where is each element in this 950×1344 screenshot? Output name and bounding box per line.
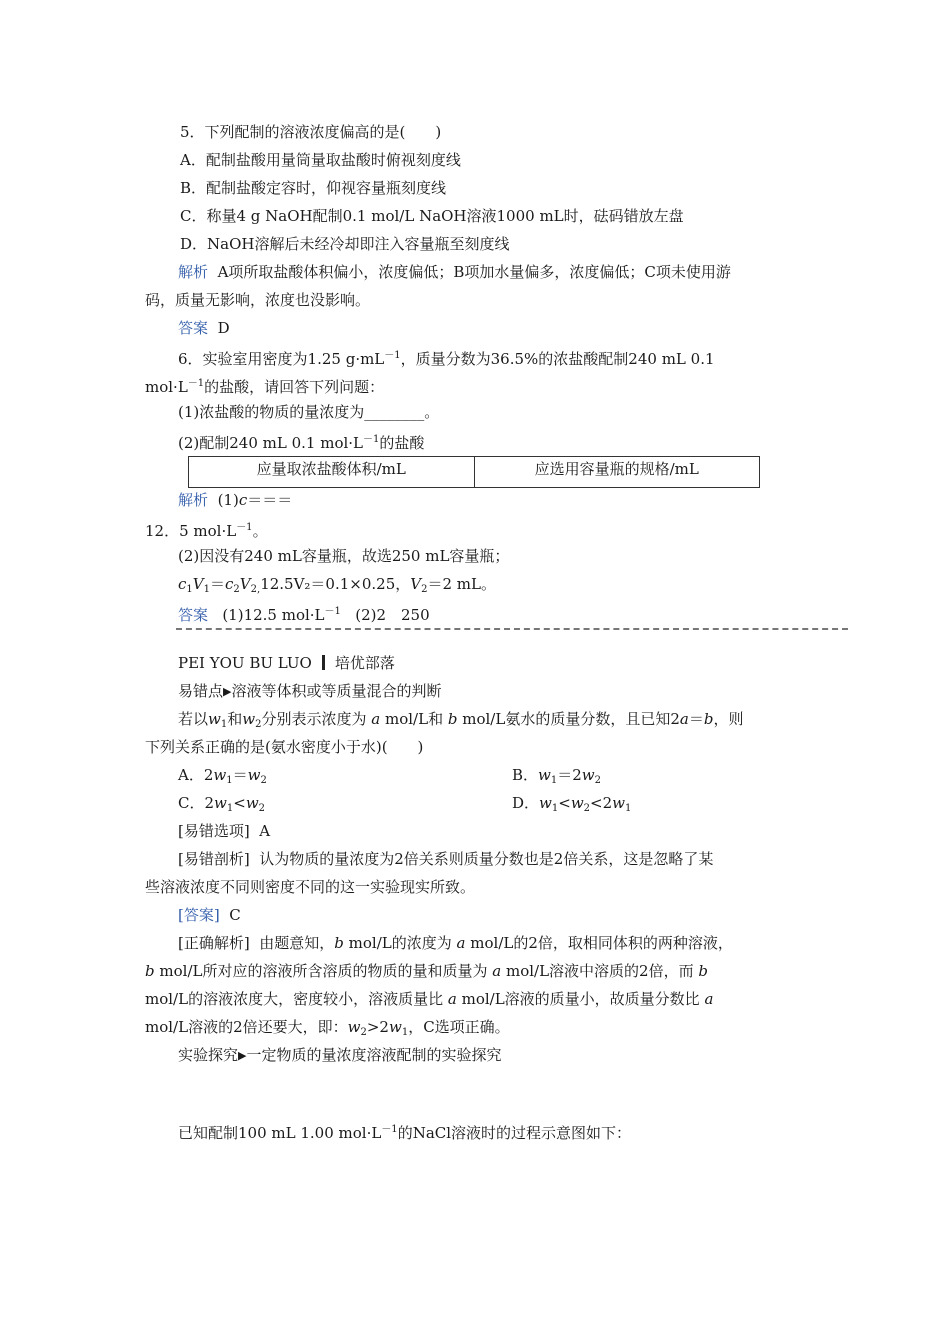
superscript: －1 <box>236 522 253 533</box>
section-answer-label: [答案] <box>178 906 220 924</box>
superscript: －1 <box>381 1124 398 1135</box>
final-line: 已知配制100 mL 1.00 $mol\cdot L^{-1}$的NaCl溶液时的过程示意图如下： <box>178 1124 632 1142</box>
section-divider <box>176 628 848 630</box>
q6-sub2 <box>178 430 424 453</box>
q5-answer <box>178 318 230 338</box>
wrong-analysis: [易错剖析] 认为物质的量浓度为2倍关系则质量分数也是2倍关系，这是忽略了某 <box>178 850 714 868</box>
wrong-analysis-cont: 些溶液浓度不同则密度不同的这一实验现实所致。 <box>145 878 476 896</box>
q6-table <box>188 456 760 488</box>
choice-a: A．$2w_1=w_2$ <box>178 766 267 786</box>
q6-result <box>145 518 268 541</box>
q6-stem-line2 <box>145 374 384 397</box>
divider-bar <box>322 655 325 670</box>
problem-line2: 下列关系正确的是(氨水密度小于水)( ) <box>145 738 424 756</box>
q6-sub2-part: 的盐酸 <box>379 434 425 452</box>
q6-result-part: 。 <box>252 522 268 540</box>
choice-d: D．$w_1<w_2<2w_1$ <box>512 794 632 814</box>
topic-text: 一定物质的量浓度溶液配制的实验探究 <box>246 1046 502 1064</box>
q6-stem-part: ，质量分数为36.5%的浓盐酸配制240 mL 0.1 <box>400 350 715 368</box>
correct-analysis-line1: [正确解析] 由题意知，b mol/L的浓度为 a mol/L的2倍，取相同体积的两种溶液， <box>178 934 733 952</box>
q6-analysis-line2: (2)因没有240 mL容量瓶，故选250 mL容量瓶； <box>178 547 510 565</box>
correct-analysis-line4: mol/L溶液的2倍还要大，即：$w_2>2w_1$，C选项正确。 <box>145 1018 510 1038</box>
q6-answer-part: (2)2 250 <box>355 606 430 624</box>
q6-stem-line1 <box>178 346 715 369</box>
q5-option-d: D．NaOH溶解后未经冷却即注入容量瓶至刻度线 <box>180 235 510 253</box>
triangle-icon: ▶ <box>238 1049 247 1062</box>
section-pinyin: PEI YOU BU LUO <box>178 654 312 672</box>
q6-sub2-part: (2)配制240 mL 0.1 mol·L <box>178 434 364 452</box>
q6-analysis <box>178 490 292 510</box>
q5-option-a: A．配制盐酸用量筒量取盐酸时俯视刻度线 <box>180 151 461 169</box>
problem-line1: 若以$w_1$和$w_2$分别表示浓度为 a mol/L和 b mol/L氨水的质量分数，且已知2a＝b，则 <box>178 710 744 730</box>
q6-sub1: (1)浓盐酸的物质的量浓度为________。 <box>178 403 440 421</box>
q5-analysis-text: A项所取盐酸体积偏小，浓度偏低；B项加水量偏多，浓度偏低；C项未使用游 <box>217 263 731 281</box>
q5-analysis-label: 解析 <box>178 263 209 281</box>
topic-text: 溶液等体积或等质量混合的判断 <box>231 682 442 700</box>
table-header-flask: 应选用容量瓶的规格/mL <box>474 457 760 487</box>
section-title: 培优部落 <box>334 654 395 672</box>
topic-label: 实验探究 <box>178 1046 239 1064</box>
q6-analysis-part: ＝＝＝ <box>247 491 293 509</box>
q5-answer-label: 答案 <box>178 319 209 337</box>
q6-analysis-label: 解析 <box>178 491 209 509</box>
q6-equation-part: ＝2 mL。 <box>427 575 496 593</box>
variable-c: c <box>238 491 248 509</box>
correct-analysis-line2: b mol/L所对应的溶液所含溶质的物质的量和质量为 a mol/L溶液中溶质的2倍，而 b <box>145 962 708 980</box>
q5-option-b: B．配制盐酸定容时，仰视容量瓶刻度线 <box>180 179 447 197</box>
q6-stem-part: 6．实验室用密度为1.25 g·mL <box>178 350 385 368</box>
topic-experiment <box>178 1045 502 1066</box>
q5-answer-value: D <box>217 319 230 337</box>
q6-result-part: 12．5 mol·L <box>145 522 237 540</box>
q5-stem: 5．下列配制的溶液浓度偏高的是( ) <box>180 123 442 141</box>
q6-equation: $c_1V_1=c_2V_{2,}12.5V_2=0.1\times 0.25$，$V_2=2$ mL。 <box>178 575 496 595</box>
q5-analysis <box>178 262 731 282</box>
section-answer: [答案] C <box>178 906 241 924</box>
superscript: －1 <box>324 606 341 617</box>
table-header-volume: 应量取浓盐酸体积/mL <box>256 460 406 478</box>
topic-error-point <box>178 681 442 702</box>
q6-stem-part: mol·L <box>145 378 188 396</box>
superscript: －1 <box>363 434 380 445</box>
q5-analysis-cont: 码，质量无影响，浓度也没影响。 <box>145 291 371 309</box>
wrong-option: [易错选项] A <box>178 822 271 840</box>
q6-answer-label: 答案 <box>178 606 209 624</box>
superscript: －1 <box>384 350 401 361</box>
topic-label: 易错点 <box>178 682 224 700</box>
q6-answer-part: (1)12.5 mol·L <box>222 606 325 624</box>
q6-stem-part: 的盐酸，请回答下列问题： <box>204 378 385 396</box>
choice-b: B．$w_1=2w_2$ <box>512 766 602 786</box>
superscript: －1 <box>187 378 205 389</box>
q5-option-c: C．称量4 g NaOH配制0.1 mol/L NaOH溶液1000 mL时，砝码错放左盘 <box>180 207 684 225</box>
choice-c: C．$2w_1<w_2$ <box>178 794 266 814</box>
triangle-icon: ▶ <box>223 685 232 698</box>
correct-analysis-line3: mol/L的溶液浓度大，密度较小，溶液质量比 a mol/L溶液的质量小，故质量分数比 a <box>145 990 714 1008</box>
q6-answer <box>178 602 430 625</box>
q6-equation-part: 12.5V₂＝0.1×0.25， <box>260 575 411 593</box>
q6-analysis-part: (1) <box>217 491 239 509</box>
section-header <box>178 653 395 673</box>
